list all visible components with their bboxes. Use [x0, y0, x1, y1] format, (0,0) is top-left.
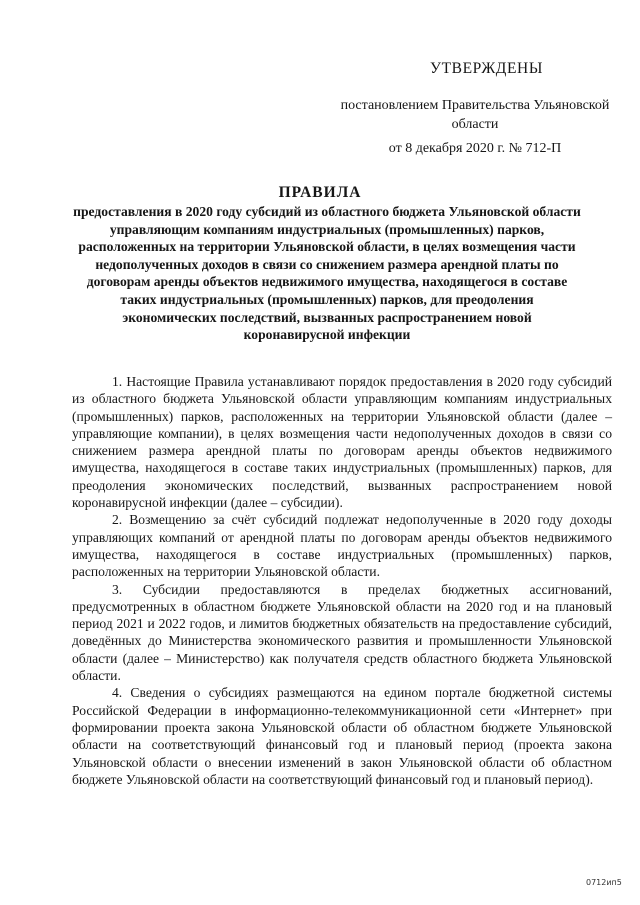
decree-reference: постановлением Правительства Ульяновской области — [340, 98, 610, 132]
paragraph-1: 1. Настоящие Правила устанавливают порядок предоставления в 2020 году субсидий из областного бюджета Ульяновской области управляющим компаниям индустриальных (промышленных) парков, расположенных на территории Ульяновской области (далее – управляющие компании), в целях возмещения части недополученных доходов в связи со снижением размера арендной платы по договорам аренды объектов недвижимого имущества, находящегося в составе таких индустриальных (промышленных) парков, для преодоления экономических последствий, вызванных распространением новой коронавирусной инфекции (далее – субсидии). — [72, 374, 612, 511]
document-body — [72, 373, 612, 788]
paragraph-2: 2. Возмещению за счёт субсидий подлежат недополученные в 2020 году доходы управляющих компаний от арендной платы по договорам аренды объектов недвижимого имущества, находящегося в составе индустриальных (промышленных) парков, расположенных на территории Ульяновской области. — [72, 512, 612, 580]
paragraph-4: 4. Сведения о субсидиях размещаются на едином портале бюджетной системы Российской Федерации в информационно-телекоммуникационной сети «Интернет» при формировании проекта закона Ульяновской области об областном бюджете Ульяновской области на соответствующий финансовый год и плановый период (проекта закона Ульяновской области о внесении изменений в закон Ульяновской области об областном бюджете Ульяновской области на соответствующий финансовый год и плановый период). — [72, 685, 612, 787]
approved-heading: УТВЕРЖДЕНЫ — [430, 60, 543, 77]
footer-document-code: 0712ип5 — [586, 878, 622, 887]
document-title: ПРАВИЛА — [278, 184, 362, 201]
decree-date: от 8 декабря 2020 г. № 712-П — [388, 141, 562, 156]
document-subtitle: предоставления в 2020 году субсидий из областного бюджета Ульяновской области управляющим компаниям индустриальных (промышленных) парков, расположенных на территории Ульяновской области, в целях возмещения части недополученных доходов в связи со снижением размера арендной платы по договорам аренды объектов недвижимого имущества, находящегося в составе таких индустриальных (промышленных) парков, для преодоления экономических последствий, вызванных распространением новой коронавирусной инфекции — [73, 204, 581, 343]
paragraph-3: 3. Субсидии предоставляются в пределах бюджетных ассигнований, предусмотренных в областном бюджете Ульяновской области на 2020 год и на плановый период 2021 и 2022 годов, и лимитов бюджетных обязательств на предоставление субсидий, доведённых до Министерства экономического развития и промышленности Ульяновской области (далее – Министерство) как получателя средств областного бюджета Ульяновской области. — [72, 581, 612, 684]
